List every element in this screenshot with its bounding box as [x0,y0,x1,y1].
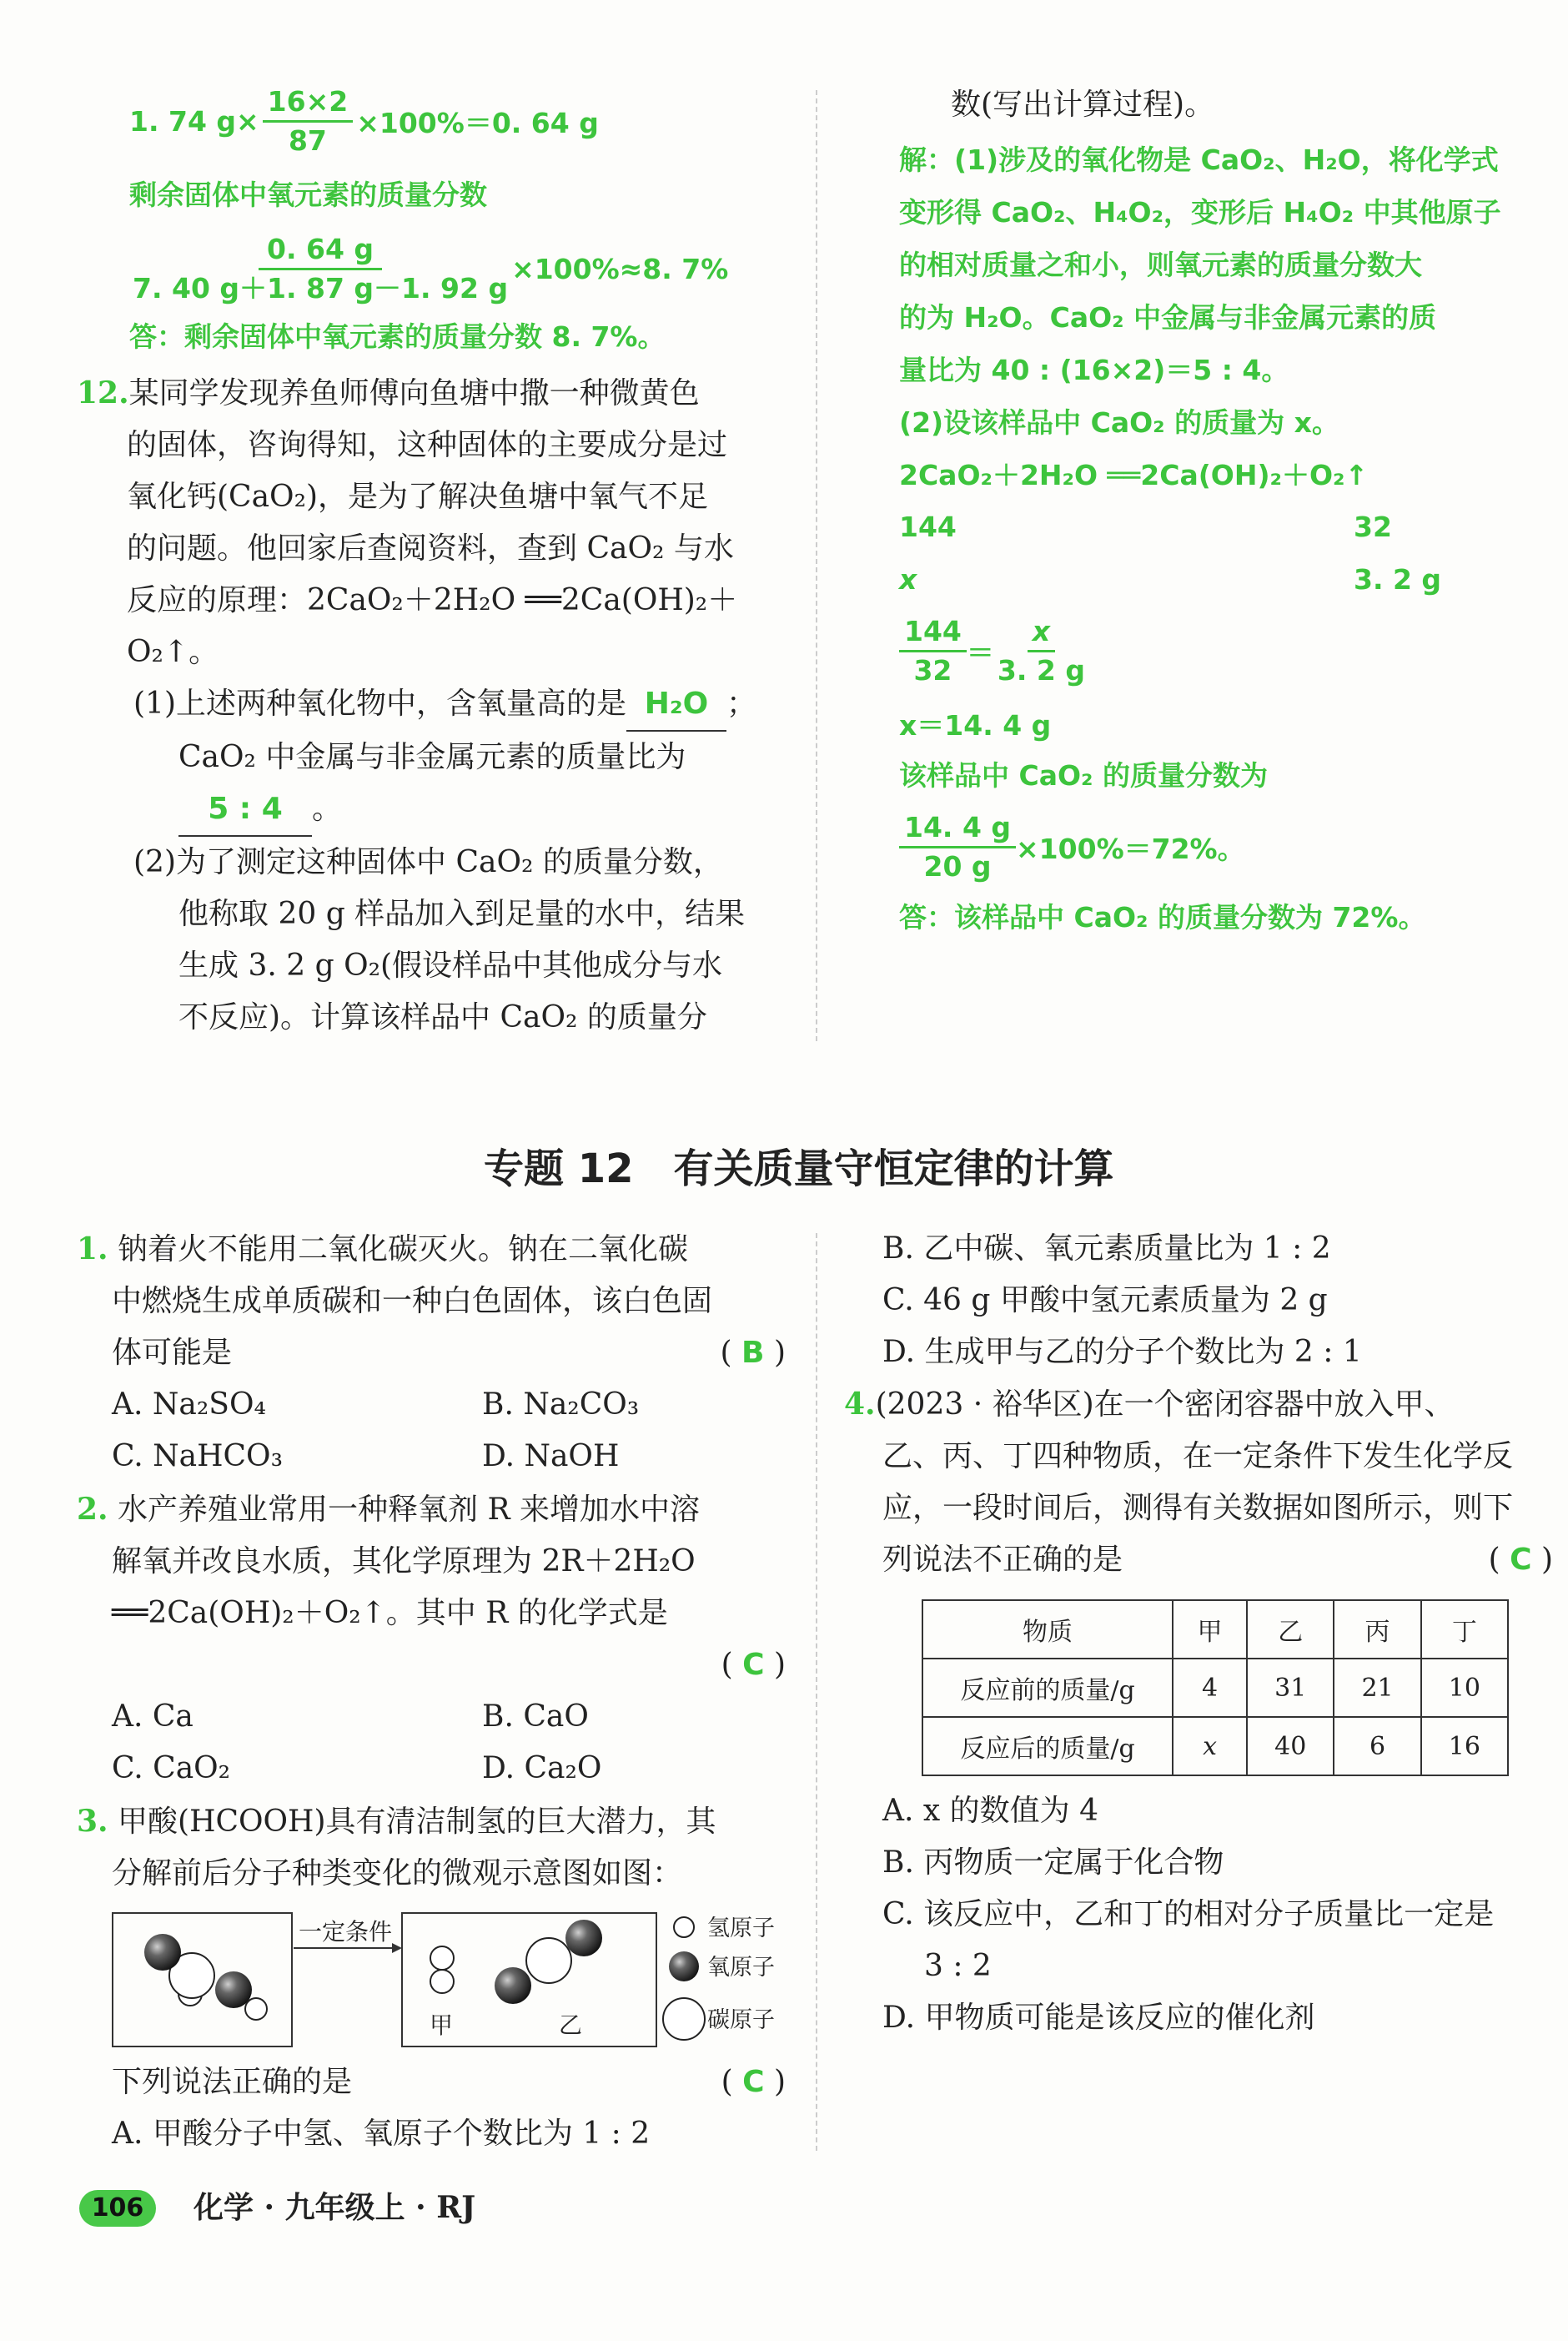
question-3-stem: 下列说法正确的是 ( C ) A. 甲酸分子中氢、氧原子个数比为 1 : 2 [112,2065,786,2151]
oxygen-atom [565,1920,602,1956]
arrow-label: 一定条件 [299,1918,393,1946]
question-4-options: A. x 的数值为 4 B. 丙物质一定属于化合物 C. 该反应中，乙和丁的相对分子质量比一定是 3 : 2 D. 甲物质可能是该反应的催化剂 [882,1794,1495,2035]
question-4: 4.(2023 · 裕华区)在一个密闭容器中放入甲、 乙、丙、丁四种物质，在一定条件下发生化学反 应，一段时间后，测得有关数据如图所示，则下 列说法不正确的是 ( C ) [844,1387,1553,1577]
question-2: 2. 水产养殖业常用一种释氧剂 R 来增加水中溶 解氧并改良水质，其化学原理为 2R＋2H₂O ══2Ca(OH)₂＋O₂↑。其中 R 的化学式是 ( C ) A. Ca B. CaO C. CaO₂ D. Ca₂O [77,1492,786,1785]
molecule-diagram [108,1906,801,2065]
solution-12: 解：(1)涉及的氧化物是 CaO₂、H₂O，将化学式 变形得 CaO₂、H₄O₂，变形后 H₄O₂ 中其他原子 的相对质量之和小，则氧元素的质量分数大 的为 H₂O。CaO₂ 中金属与非金属元素的质 量比为 40 : (16×2)＝5 : 4。 (2)设该样品中 CaO₂ 的质量为 x。 2CaO₂＋2H₂O ══2Ca(OH)₂＋O₂↑ [899,143,1501,491]
relative-mass-row: 144 32 x 3. 2 g [899,511,1442,596]
product-label-1: 甲 [430,2011,454,2039]
svg-text:碳原子: 碳原子 [707,2007,775,2033]
carbon-atom [526,1938,571,1983]
proportion: $\frac{144}{32}$ ＝ $\frac{x}{3. 2 g}$ [899,609,1088,692]
answer-choice: B [741,1336,765,1370]
answer-blank: 5 : 4 [178,783,312,837]
calc-line-1: 1. 74 g× $\frac{16\times 2}{87}$ ×100%＝0. 64 g [129,84,599,157]
table-header-row: 物质 甲 乙 丙 丁 [922,1600,1508,1659]
answer-choice: C [742,2065,765,2099]
table-row: 反应后的质量/g x 40 6 16 [922,1717,1508,1775]
mass-data-table [922,1599,1509,1776]
hydrogen-atom [430,1970,454,1993]
page-number-badge: 106 [79,2190,156,2227]
answer-12: 答：该样品中 CaO₂ 的质量分数为 72%。 [899,901,1426,934]
oxygen-legend-icon [669,1951,699,1981]
svg-text:氢原子: 氢原子 [707,1916,775,1941]
answer-choice: C [1510,1543,1532,1577]
section-title: 专题 12 有关质量守恒定律的计算 [484,1145,1114,1192]
question-1: 1. 钠着火不能用二氧化碳灭火。钠在二氧化碳 中燃烧生成单质碳和一种白色固体，该白色固 体可能是 ( B ) A. Na₂SO₄ B. Na₂CO₃ C. NaHCO₃ D. NaOH [77,1231,786,1473]
hydrogen-legend-icon [674,1917,694,1937]
column-divider [816,90,817,1041]
answer-choice: C [742,1648,765,1682]
svg-text:氧原子: 氧原子 [707,1955,775,1981]
question-12: 12.某同学发现养鱼师傅向鱼塘中撒一种微黄色 的固体，咨询得知，这种固体的主要成分是过 氧化钙(CaO₂)，是为了解决鱼塘中氧气不足 的问题。他回家后查阅资料，查到 CaO₂ 与水 反应的原理：2CaO₂＋2H₂O ══2Ca(OH)₂＋ O₂↑。 (1)上述两种氧化物中，含氧量高的是 H₂O ； CaO₂ 中金属与非金属元素的质量比为 5 : 4 。 (2)为了测定这种固体中 CaO₂ 的质量分数， 他称取 20 g 样品加入到足量的水中，结果 生成 3. 2 g O₂(假设样品中其他成分与水 不反应)。计算该样品中 CaO₂ 的质量分 [77,375,757,1035]
answer-blank: H₂O [626,678,726,732]
question-3: 3. 甲酸(HCOOH)具有清洁制氢的巨大潜力，其 分解前后分子种类变化的微观示意图如图： [77,1804,716,1890]
calc-answer: 答：剩余固体中氧元素的质量分数 8. 7%。 [129,320,666,353]
calc-line-2: 剩余固体中氧元素的质量分数 [129,179,487,211]
question-12-continued: 数(写出计算过程)。 [951,88,1215,122]
hydrogen-atom [245,1998,267,2020]
x-result: x＝14. 4 g [899,709,1052,742]
percentage-calc: $\frac{14. 4 g}{20 g}$ ×100%＝72%。 [899,805,1245,889]
fraction-intro: 该样品中 CaO₂ 的质量分数为 [899,759,1268,792]
oxygen-atom [495,1967,531,2004]
product-label-2: 乙 [559,2011,583,2039]
hydrogen-atom [430,1946,454,1970]
carbon-legend-icon [663,1998,705,2040]
oxygen-atom [144,1934,181,1971]
calc-line-3: $\frac{0. 64 g}{7. 40 g+1. 87 g-1. 92 g}$ ×100%≈8. 7% [133,232,729,305]
question-3-options: B. 乙中碳、氧元素质量比为 1 : 2 C. 46 g 甲酸中氢元素质量为 2 g D. 生成甲与乙的分子个数比为 2 : 1 [882,1231,1362,1369]
table-row: 反应前的质量/g 4 31 21 10 [922,1659,1508,1717]
footer-text: 化学 · 九年级上 · RJ [193,2190,476,2225]
column-divider [816,1233,817,2151]
